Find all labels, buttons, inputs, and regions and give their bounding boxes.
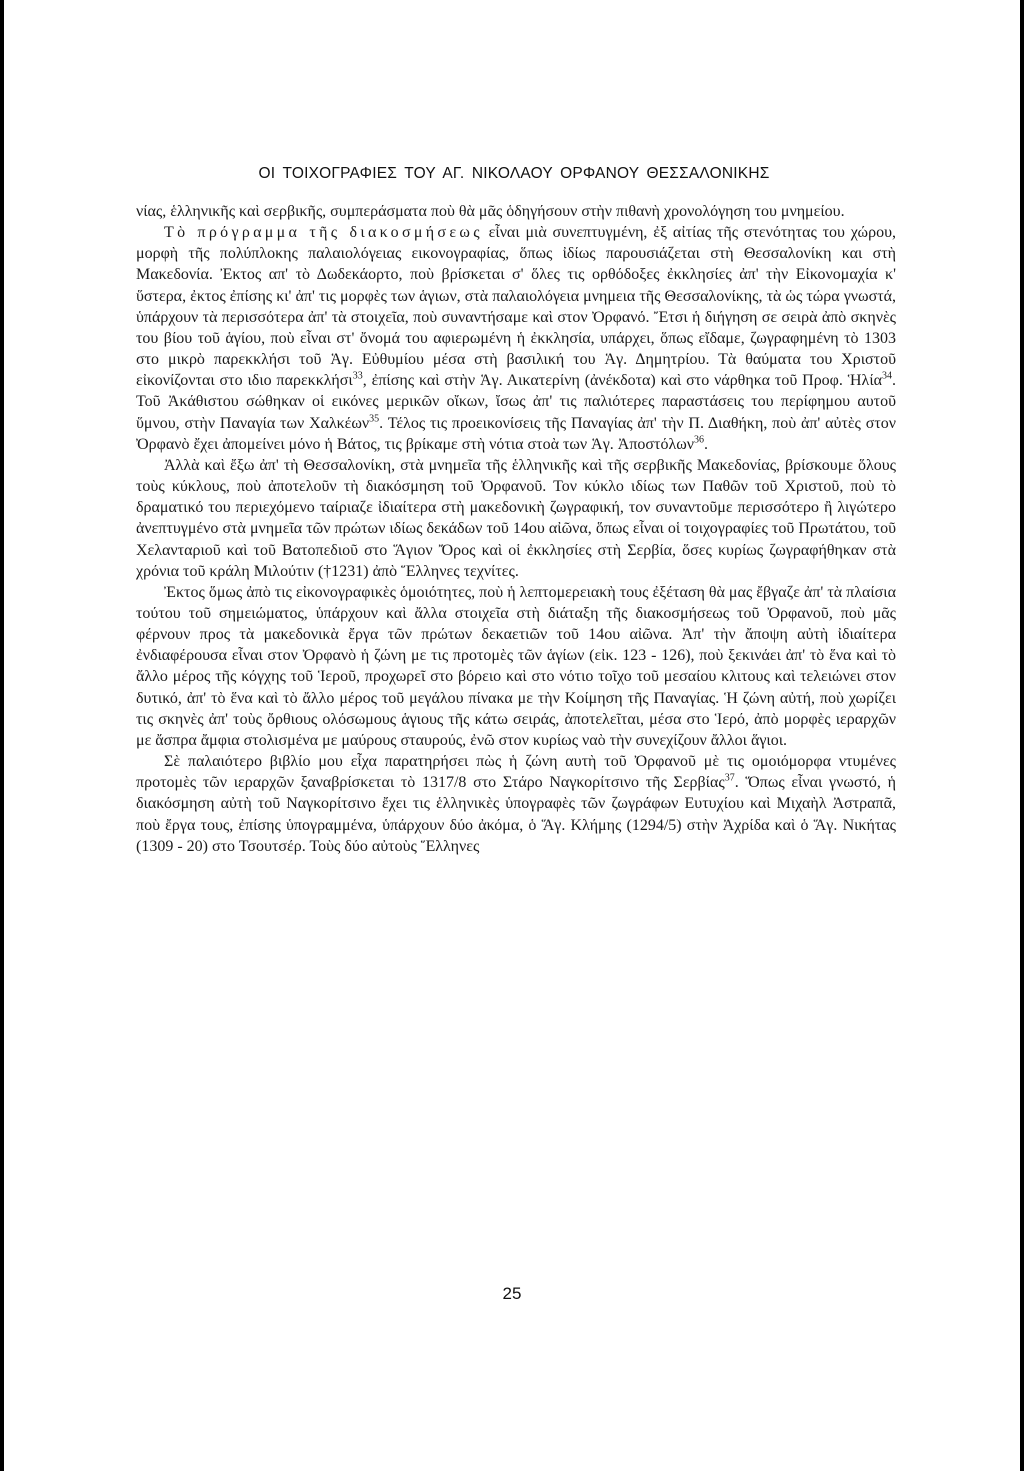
paragraph-macedonia: Ἀλλὰ καὶ ἔξω ἀπ' τὴ Θεσσαλονίκη, στὰ μνημεῖα τῆς ἑλληνικῆς καὶ τῆς σερβικῆς Μακεδονίας, βρίσκουμε ὅλους τοὺς κύκλους, ποὺ ἀποτελοῦν τὴ διακόσμηση τοῦ Ὀρφανοῦ. Τον κύκλο ιδίως των Παθῶν τοῦ Χριστοῦ, ποὺ τὸ δραματικό του περιεχόμενο ταίριαζε ἰδιαίτερα στὴ μακεδονικὴ ζωγραφική, τον συναντοῦμε περισσότερο ἢ λιγώτερο ἀνεπτυγμένο στὰ μνημεῖα τῶν πρώτων ιδίως δεκάδων τοῦ 14ου αἰῶνα, ὅπως εἶναι οἱ τοιχογραφίες τοῦ Πρωτάτου, τοῦ Χελανταριοῦ καὶ τοῦ Βατοπεδιοῦ στο Ἅγιον Ὄρος καὶ οἱ ἐκκλησίες στὴ Σερβία, ὅσες κυρίως ζωγραφήθηκαν στὰ χρόνια τοῦ κράλη Μιλούτιν (†1231) ἀπὸ Ἕλληνες τεχνίτες. (136, 456, 896, 580)
paragraph-decoration-program (136, 222, 896, 455)
scan-border-left (0, 0, 4, 1471)
paragraph-text: . Τοῦ Ἀκάθιστου σώθηκαν οἱ εικόνες μερικῶν οἴκων, ἴσως ἀπ' τις παλιότερες παραστάσεις του περίφημου αυτοῦ ὕμνου, στὴν Παναγία των Χαλκέων (136, 372, 897, 432)
paragraph-text: , ἐπίσης καὶ στὴν Ἁγ. Αικατερίνη (ἀνέκδοτα) καὶ στο νάρθηκα τοῦ Προφ. Ἡλία (362, 372, 883, 390)
page-number: 25 (502, 1284, 522, 1303)
footnote-ref-37: 37 (724, 772, 735, 784)
spaced-emphasis: Τὸ πρόγραμμα τῆς διακοσμήσεως (164, 224, 483, 242)
footnote-ref-36: 36 (694, 434, 704, 446)
paragraph-text: . (704, 435, 708, 453)
paragraph-text: . Ὅπως εἶναι γνωστό, ἡ διακόσμηση αὐτὴ τοῦ Ναγκορίτσινο ἔχει τις ἑλληνικὲς ὑπογραφὲς τῶν ζωγράφων Ευτυχίου καὶ Μιχαὴλ Ἀστραπᾶ, ποὺ ἔργα τους, ἐπίσης ὑπογραμμένα, ὑπάρχουν δύο ἀκόμα, ὁ Ἅγ. Κλήμης (1294/5) στὴν Ἀχρίδα καὶ ὁ Ἅγ. Νικήτας (1309 - 20) στο Τσουτσέρ. Τοὺς δύο αὐτοὺς Ἕλληνες (136, 774, 896, 855)
scan-border-right (1020, 0, 1024, 1471)
running-head: ΟΙ ΤΟΙΧΟΓΡΑΦΙΕΣ ΤΟΥ ΑΓ. ΝΙΚΟΛΑΟΥ ΟΡΦΑΝΟΥ ΘΕΣΣΑΛΟΝΙΚΗΣ (258, 165, 770, 182)
footnote-ref-35: 35 (369, 413, 380, 425)
paragraph-text: . Τέλος τις προεικονίσεις τῆς Παναγίας ἀπ' τὴν Π. Διαθήκη, ποὺ ἀπ' αὐτὲς στον Ὀρφανὸ ἔχει ἀπομείνει μόνο ἡ Βάτος, τις βρίκαμε στὴ νότια στοὰ των Ἁγ. Ἀποστόλων (136, 414, 896, 453)
paragraph-text: εἶναι μιὰ συνεπτυγμένη, ἐξ αἰτίας τῆς στενότητας του χώρου, μορφὴ τῆς πολύπλοκης παλαιολόγειας εικονογραφίας, ὅπως ἰδίως παρουσιάζεται στὴ Θεσσαλονίκη και στὴ Μακεδονία. Ἐκτος απ' τὸ Δωδεκάορτο, ποὺ βρίσκεται σ' ὅλες τις ορθόδοξες ἐκκλησίες ἀπ' τὴν Εἰκονομαχία κ' ὕστερα, ἐκτος ἐπίσης κι' ἀπ' τις μορφὲς των ἁγιων, στὰ παλαιολόγεια μνημεια τῆς Θεσσαλονίκης, τὰ ὡς τώρα γνωστά, ὑπάρχουν τὰ περισσότερα ἀπ' τὰ στοιχεῖα, ποὺ συναντήσαμε καὶ στον Ὀρφανό. Ἔτσι ἡ διήγηση σε σειρὰ ἀπὸ σκηνὲς του βίου τοῦ ἁγίου, ποὺ εἶναι στ' ὄνομά του αφιερωμένη ἡ ἐκκλησία, υπάρχει, ὅπως εἴδαμε, ζωγραφημένη τὸ 1303 στο μικρὸ παρεκκλήσι τοῦ Ἁγ. Εὐθυμίου μέσα στὴ βασιλική του Ἁγ. Δημητρίου. Τὰ θαύματα του Χριστοῦ εἰκονίζονται στο ιδιο παρεκκλήσι (136, 224, 896, 390)
footnote-ref-34: 34 (882, 370, 893, 382)
paragraph-continuation: νίας, ἑλληνικῆς καὶ σερβικῆς, συμπεράσματα ποὺ θὰ μᾶς ὁδηγήσουν στὴν πιθανὴ χρονολόγηση του μνημείου. (136, 203, 845, 220)
paragraph-text: Σὲ παλαιότερο βιβλίο μου εἶχα παρατηρήσει πὼς ἡ ζώνη αυτὴ τοῦ Ὀρφανοῦ μὲ τις ομοιόμορφα ντυμένες προτομὲς τῶν ιεραρχῶν ξαναβρίσκεται τὸ 1317/8 στο Στάρο Ναγκορίτσινο τῆς Σερβίας (136, 753, 896, 792)
paragraph-iconography: Ἐκτος ὅμως ἀπὸ τις εἰκονογραφικὲς ὁμοιότητες, ποὺ ἡ λεπτομερειακὴ τους ἐξέταση θὰ μας ἔβγαζε ἀπ' τὰ πλαίσια τούτου τοῦ σημειώματος, ὑπάρχουν καὶ ἄλλα στοιχεῖα στὴ διάταξη τῆς διακοσμήσεως τοῦ Ὀρφανοῦ, ποὺ μᾶς φέρνουν προς τὰ μακεδονικὰ ἔργα τῶν πρώτων δεκαετιῶν τοῦ 14ου αἰῶνα. Ἀπ' τὴν ἄποψη αὐτὴ ἰδιαίτερα ἐνδιαφέρουσα εἶναι στον Ὀρφανὸ ἡ ζώνη με τις προτομὲς τῶν ἁγίων (εἰκ. 123 - 126), ποὺ ξεκινάει ἀπ' τὸ ἕνα καὶ τὸ ἄλλο μέρος τῆς κόγχης τοῦ Ἱεροῦ, προχωρεῖ στο βόρειο καὶ στο νότιο τοῖχο τοῦ μεσαίου κλιτους καὶ τελειώνει στον δυτικό, ἀπ' τὸ ἕνα καὶ τὸ ἄλλο μέρος τοῦ μεγάλου πίνακα με τὴν Κοίμηση τῆς Παναγίας. Ἡ ζώνη αὐτή, ποὺ χωρίζει τις σκηνὲς ἀπ' τοὺς ὄρθιους ολόσωμους ἁγιους τῆς κάτω σειράς, ἀποτελεῖται, μέσα στο Ἱερό, ἀπὸ μορφὲς ιεραρχῶν με ἄσπρα ἄμφια στολισμένα με μαύρους σταυρούς, ἐνῶ στον κυρίως ναὸ τὴν συνεχίζουν ἄλλοι ἅγιοι. (136, 583, 896, 749)
footnote-ref-33: 33 (352, 370, 363, 382)
body-text (136, 201, 896, 857)
paragraph-nagoricino (136, 751, 896, 857)
